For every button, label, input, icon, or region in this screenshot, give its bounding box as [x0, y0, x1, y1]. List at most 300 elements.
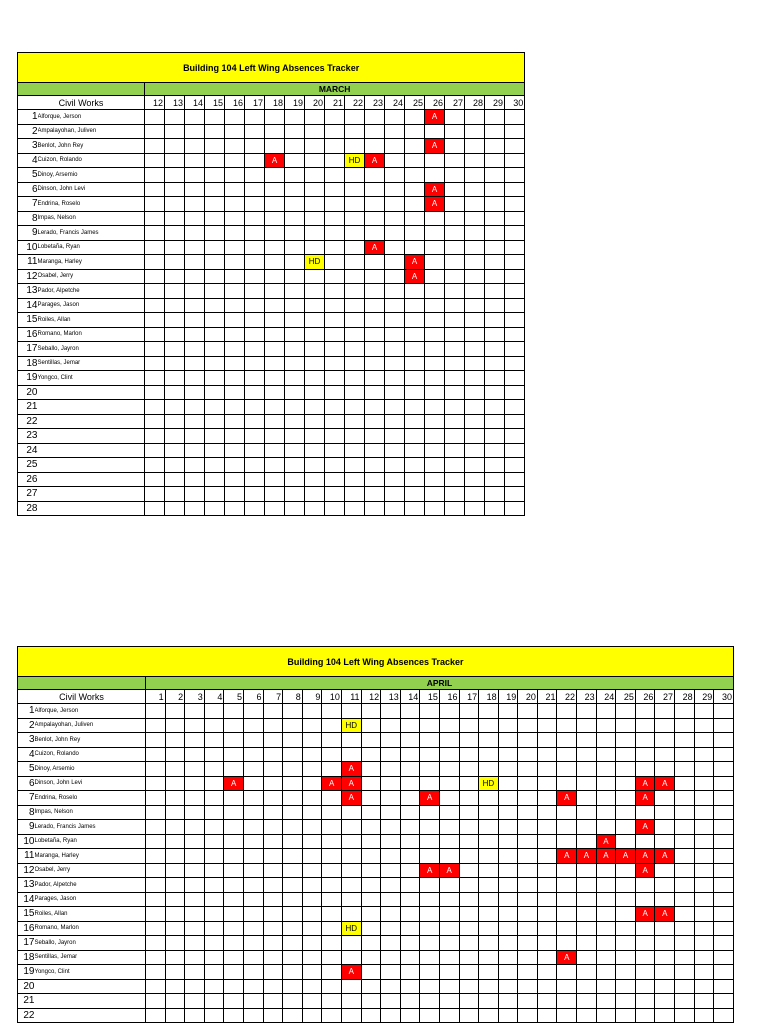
day-cell[interactable] [204, 965, 224, 980]
day-cell[interactable] [224, 892, 244, 907]
day-cell[interactable] [245, 385, 265, 400]
day-cell[interactable] [205, 255, 225, 270]
day-cell[interactable] [577, 747, 597, 762]
day-cell[interactable] [675, 1008, 695, 1023]
day-cell[interactable] [405, 298, 425, 313]
day-cell[interactable] [243, 747, 263, 762]
day-cell[interactable] [445, 443, 465, 458]
day-cell[interactable] [185, 733, 205, 748]
day-cell[interactable] [185, 153, 205, 168]
day-cell[interactable] [225, 298, 245, 313]
day-cell[interactable] [694, 834, 714, 849]
day-cell[interactable] [165, 313, 185, 328]
day-cell[interactable] [204, 776, 224, 791]
day-cell[interactable] [165, 298, 185, 313]
day-cell[interactable] [265, 182, 285, 197]
day-cell[interactable] [405, 168, 425, 183]
day-cell[interactable] [400, 994, 420, 1009]
day-cell[interactable] [616, 776, 636, 791]
day-cell[interactable] [485, 443, 505, 458]
day-cell[interactable] [420, 921, 440, 936]
day-cell[interactable] [205, 443, 225, 458]
day-cell[interactable] [465, 501, 485, 516]
day-cell[interactable] [185, 994, 205, 1009]
day-cell[interactable] [596, 979, 616, 994]
day-cell[interactable] [405, 400, 425, 415]
day-cell[interactable] [224, 965, 244, 980]
day-cell[interactable] [405, 342, 425, 357]
day-cell[interactable] [518, 1008, 538, 1023]
day-cell[interactable] [305, 327, 325, 342]
day-cell[interactable] [425, 226, 445, 241]
day-cell[interactable] [283, 704, 303, 719]
day-cell[interactable] [405, 139, 425, 154]
day-cell[interactable] [439, 849, 459, 864]
day-cell[interactable] [537, 994, 557, 1009]
day-cell[interactable] [146, 747, 166, 762]
day-cell[interactable] [225, 414, 245, 429]
day-cell[interactable] [425, 429, 445, 444]
day-cell[interactable] [243, 805, 263, 820]
day-cell[interactable] [205, 400, 225, 415]
day-cell[interactable] [225, 429, 245, 444]
day-cell[interactable] [365, 458, 385, 473]
day-cell[interactable] [204, 704, 224, 719]
day-cell[interactable] [305, 240, 325, 255]
day-cell[interactable] [381, 936, 401, 951]
day-cell[interactable] [185, 907, 205, 922]
day-cell[interactable] [675, 747, 695, 762]
day-cell[interactable] [225, 443, 245, 458]
day-cell[interactable] [714, 921, 734, 936]
day-cell[interactable] [459, 907, 479, 922]
day-cell[interactable] [165, 400, 185, 415]
day-cell[interactable] [205, 139, 225, 154]
day-cell[interactable] [505, 327, 525, 342]
day-cell[interactable] [285, 414, 305, 429]
day-cell[interactable] [185, 791, 205, 806]
day-cell[interactable] [283, 820, 303, 835]
day-cell[interactable] [146, 907, 166, 922]
day-cell[interactable] [400, 863, 420, 878]
day-cell[interactable] [365, 226, 385, 241]
day-cell[interactable] [225, 284, 245, 299]
day-cell[interactable] [263, 762, 283, 777]
day-cell[interactable] [263, 791, 283, 806]
day-cell[interactable] [439, 776, 459, 791]
day-cell[interactable] [518, 907, 538, 922]
day-cell[interactable] [265, 168, 285, 183]
day-cell[interactable] [205, 197, 225, 212]
day-cell[interactable] [400, 776, 420, 791]
day-cell[interactable] [325, 110, 345, 125]
day-cell[interactable] [400, 704, 420, 719]
day-cell[interactable] [635, 921, 655, 936]
day-cell[interactable] [145, 327, 165, 342]
day-cell[interactable] [425, 342, 445, 357]
day-cell[interactable] [283, 878, 303, 893]
day-cell[interactable] [165, 110, 185, 125]
day-cell[interactable] [224, 791, 244, 806]
day-cell[interactable] [635, 747, 655, 762]
day-cell[interactable] [325, 313, 345, 328]
day-cell[interactable] [325, 226, 345, 241]
day-cell[interactable] [420, 776, 440, 791]
day-cell[interactable] [145, 124, 165, 139]
day-cell[interactable] [204, 791, 224, 806]
day-cell[interactable] [243, 849, 263, 864]
day-cell[interactable] [225, 197, 245, 212]
day-cell[interactable] [185, 385, 205, 400]
day-cell[interactable] [146, 791, 166, 806]
day-cell[interactable] [459, 820, 479, 835]
day-cell[interactable] [675, 936, 695, 951]
day-cell[interactable] [325, 458, 345, 473]
day-cell[interactable] [498, 805, 518, 820]
day-cell[interactable] [205, 298, 225, 313]
day-cell[interactable] [265, 313, 285, 328]
day-cell[interactable] [225, 371, 245, 386]
day-cell[interactable] [361, 936, 381, 951]
day-cell[interactable] [243, 921, 263, 936]
day-cell[interactable] [145, 168, 165, 183]
day-cell[interactable] [146, 863, 166, 878]
day-cell[interactable] [325, 371, 345, 386]
absence-mark[interactable]: A [341, 762, 361, 777]
day-cell[interactable] [205, 211, 225, 226]
day-cell[interactable] [479, 718, 499, 733]
day-cell[interactable] [420, 834, 440, 849]
day-cell[interactable] [445, 414, 465, 429]
day-cell[interactable] [285, 182, 305, 197]
day-cell[interactable] [224, 704, 244, 719]
day-cell[interactable] [479, 936, 499, 951]
day-cell[interactable] [165, 385, 185, 400]
day-cell[interactable] [146, 849, 166, 864]
day-cell[interactable] [361, 1008, 381, 1023]
day-cell[interactable] [577, 762, 597, 777]
day-cell[interactable] [245, 501, 265, 516]
absence-mark[interactable]: A [420, 791, 440, 806]
day-cell[interactable] [459, 1008, 479, 1023]
day-cell[interactable] [243, 776, 263, 791]
day-cell[interactable] [245, 342, 265, 357]
day-cell[interactable] [459, 965, 479, 980]
day-cell[interactable] [635, 878, 655, 893]
day-cell[interactable] [165, 747, 185, 762]
day-cell[interactable] [341, 950, 361, 965]
day-cell[interactable] [283, 747, 303, 762]
day-cell[interactable] [485, 356, 505, 371]
day-cell[interactable] [694, 1008, 714, 1023]
day-cell[interactable] [445, 139, 465, 154]
day-cell[interactable] [537, 834, 557, 849]
day-cell[interactable] [243, 791, 263, 806]
day-cell[interactable] [400, 747, 420, 762]
day-cell[interactable] [305, 385, 325, 400]
day-cell[interactable] [714, 776, 734, 791]
day-cell[interactable] [425, 385, 445, 400]
day-cell[interactable] [505, 472, 525, 487]
day-cell[interactable] [361, 704, 381, 719]
day-cell[interactable] [694, 979, 714, 994]
day-cell[interactable] [185, 979, 205, 994]
half-day-mark[interactable]: HD [341, 921, 361, 936]
day-cell[interactable] [285, 313, 305, 328]
day-cell[interactable] [185, 863, 205, 878]
day-cell[interactable] [655, 936, 675, 951]
day-cell[interactable] [485, 429, 505, 444]
day-cell[interactable] [465, 168, 485, 183]
day-cell[interactable] [224, 878, 244, 893]
day-cell[interactable] [505, 182, 525, 197]
day-cell[interactable] [420, 950, 440, 965]
day-cell[interactable] [243, 936, 263, 951]
day-cell[interactable] [322, 718, 342, 733]
day-cell[interactable] [305, 110, 325, 125]
day-cell[interactable] [305, 400, 325, 415]
day-cell[interactable] [381, 718, 401, 733]
day-cell[interactable] [577, 950, 597, 965]
day-cell[interactable] [459, 762, 479, 777]
day-cell[interactable] [265, 298, 285, 313]
day-cell[interactable] [204, 805, 224, 820]
day-cell[interactable] [224, 805, 244, 820]
half-day-mark[interactable]: HD [479, 776, 499, 791]
day-cell[interactable] [285, 385, 305, 400]
day-cell[interactable] [243, 834, 263, 849]
day-cell[interactable] [285, 269, 305, 284]
day-cell[interactable] [205, 168, 225, 183]
absence-mark[interactable]: A [405, 255, 425, 270]
day-cell[interactable] [479, 820, 499, 835]
day-cell[interactable] [498, 921, 518, 936]
day-cell[interactable] [577, 776, 597, 791]
day-cell[interactable] [185, 298, 205, 313]
day-cell[interactable] [635, 718, 655, 733]
day-cell[interactable] [165, 849, 185, 864]
absence-mark[interactable]: A [341, 776, 361, 791]
day-cell[interactable] [345, 211, 365, 226]
day-cell[interactable] [185, 762, 205, 777]
day-cell[interactable] [145, 458, 165, 473]
day-cell[interactable] [145, 211, 165, 226]
day-cell[interactable] [341, 747, 361, 762]
day-cell[interactable] [439, 747, 459, 762]
day-cell[interactable] [577, 1008, 597, 1023]
day-cell[interactable] [165, 878, 185, 893]
day-cell[interactable] [225, 342, 245, 357]
day-cell[interactable] [485, 168, 505, 183]
day-cell[interactable] [465, 110, 485, 125]
day-cell[interactable] [714, 791, 734, 806]
day-cell[interactable] [345, 458, 365, 473]
day-cell[interactable] [485, 255, 505, 270]
day-cell[interactable] [439, 762, 459, 777]
day-cell[interactable] [400, 834, 420, 849]
day-cell[interactable] [225, 226, 245, 241]
day-cell[interactable] [616, 950, 636, 965]
day-cell[interactable] [185, 1008, 205, 1023]
day-cell[interactable] [365, 182, 385, 197]
day-cell[interactable] [245, 371, 265, 386]
day-cell[interactable] [345, 269, 365, 284]
day-cell[interactable] [655, 718, 675, 733]
day-cell[interactable] [165, 284, 185, 299]
day-cell[interactable] [557, 965, 577, 980]
day-cell[interactable] [405, 429, 425, 444]
day-cell[interactable] [302, 762, 322, 777]
day-cell[interactable] [675, 892, 695, 907]
day-cell[interactable] [505, 298, 525, 313]
day-cell[interactable] [505, 211, 525, 226]
absence-mark[interactable]: A [635, 907, 655, 922]
day-cell[interactable] [498, 820, 518, 835]
day-cell[interactable] [385, 124, 405, 139]
day-cell[interactable] [498, 863, 518, 878]
day-cell[interactable] [596, 907, 616, 922]
day-cell[interactable] [283, 1008, 303, 1023]
day-cell[interactable] [243, 733, 263, 748]
day-cell[interactable] [225, 139, 245, 154]
day-cell[interactable] [365, 255, 385, 270]
day-cell[interactable] [498, 733, 518, 748]
day-cell[interactable] [381, 704, 401, 719]
day-cell[interactable] [385, 211, 405, 226]
absence-mark[interactable]: A [635, 820, 655, 835]
day-cell[interactable] [616, 907, 636, 922]
day-cell[interactable] [694, 863, 714, 878]
day-cell[interactable] [322, 747, 342, 762]
day-cell[interactable] [479, 733, 499, 748]
day-cell[interactable] [224, 979, 244, 994]
day-cell[interactable] [322, 994, 342, 1009]
day-cell[interactable] [302, 892, 322, 907]
day-cell[interactable] [675, 863, 695, 878]
day-cell[interactable] [505, 240, 525, 255]
absence-mark[interactable]: A [596, 834, 616, 849]
day-cell[interactable] [596, 820, 616, 835]
day-cell[interactable] [694, 776, 714, 791]
day-cell[interactable] [345, 342, 365, 357]
day-cell[interactable] [305, 226, 325, 241]
day-cell[interactable] [518, 950, 538, 965]
day-cell[interactable] [518, 965, 538, 980]
day-cell[interactable] [459, 776, 479, 791]
day-cell[interactable] [185, 820, 205, 835]
day-cell[interactable] [405, 356, 425, 371]
day-cell[interactable] [224, 936, 244, 951]
absence-mark[interactable]: A [655, 849, 675, 864]
day-cell[interactable] [146, 704, 166, 719]
day-cell[interactable] [459, 892, 479, 907]
day-cell[interactable] [263, 892, 283, 907]
day-cell[interactable] [302, 950, 322, 965]
day-cell[interactable] [302, 718, 322, 733]
day-cell[interactable] [405, 240, 425, 255]
day-cell[interactable] [285, 168, 305, 183]
day-cell[interactable] [322, 936, 342, 951]
day-cell[interactable] [459, 863, 479, 878]
day-cell[interactable] [185, 255, 205, 270]
day-cell[interactable] [225, 110, 245, 125]
day-cell[interactable] [165, 805, 185, 820]
day-cell[interactable] [694, 965, 714, 980]
day-cell[interactable] [485, 458, 505, 473]
day-cell[interactable] [537, 936, 557, 951]
day-cell[interactable] [305, 371, 325, 386]
day-cell[interactable] [655, 733, 675, 748]
day-cell[interactable] [322, 892, 342, 907]
day-cell[interactable] [445, 487, 465, 502]
day-cell[interactable] [185, 284, 205, 299]
day-cell[interactable] [361, 921, 381, 936]
day-cell[interactable] [694, 762, 714, 777]
day-cell[interactable] [400, 805, 420, 820]
day-cell[interactable] [185, 414, 205, 429]
absence-mark[interactable]: A [557, 950, 577, 965]
day-cell[interactable] [302, 733, 322, 748]
day-cell[interactable] [518, 994, 538, 1009]
day-cell[interactable] [165, 153, 185, 168]
day-cell[interactable] [165, 1008, 185, 1023]
day-cell[interactable] [485, 110, 505, 125]
day-cell[interactable] [146, 921, 166, 936]
day-cell[interactable] [245, 298, 265, 313]
day-cell[interactable] [146, 733, 166, 748]
day-cell[interactable] [345, 501, 365, 516]
day-cell[interactable] [165, 226, 185, 241]
day-cell[interactable] [537, 950, 557, 965]
day-cell[interactable] [224, 863, 244, 878]
absence-mark[interactable]: A [635, 863, 655, 878]
day-cell[interactable] [465, 371, 485, 386]
day-cell[interactable] [459, 849, 479, 864]
day-cell[interactable] [635, 936, 655, 951]
day-cell[interactable] [635, 805, 655, 820]
day-cell[interactable] [263, 718, 283, 733]
day-cell[interactable] [165, 718, 185, 733]
day-cell[interactable] [405, 124, 425, 139]
day-cell[interactable] [365, 139, 385, 154]
day-cell[interactable] [305, 487, 325, 502]
day-cell[interactable] [465, 472, 485, 487]
day-cell[interactable] [655, 805, 675, 820]
absence-mark[interactable]: A [655, 907, 675, 922]
day-cell[interactable] [485, 284, 505, 299]
day-cell[interactable] [345, 487, 365, 502]
day-cell[interactable] [263, 704, 283, 719]
day-cell[interactable] [145, 284, 165, 299]
day-cell[interactable] [185, 472, 205, 487]
day-cell[interactable] [322, 791, 342, 806]
day-cell[interactable] [265, 327, 285, 342]
day-cell[interactable] [245, 255, 265, 270]
day-cell[interactable] [518, 762, 538, 777]
day-cell[interactable] [263, 747, 283, 762]
day-cell[interactable] [265, 342, 285, 357]
half-day-mark[interactable]: HD [341, 718, 361, 733]
absence-mark[interactable]: A [425, 197, 445, 212]
day-cell[interactable] [185, 371, 205, 386]
day-cell[interactable] [185, 718, 205, 733]
day-cell[interactable] [365, 284, 385, 299]
day-cell[interactable] [243, 965, 263, 980]
day-cell[interactable] [577, 892, 597, 907]
day-cell[interactable] [146, 965, 166, 980]
day-cell[interactable] [263, 820, 283, 835]
day-cell[interactable] [225, 472, 245, 487]
